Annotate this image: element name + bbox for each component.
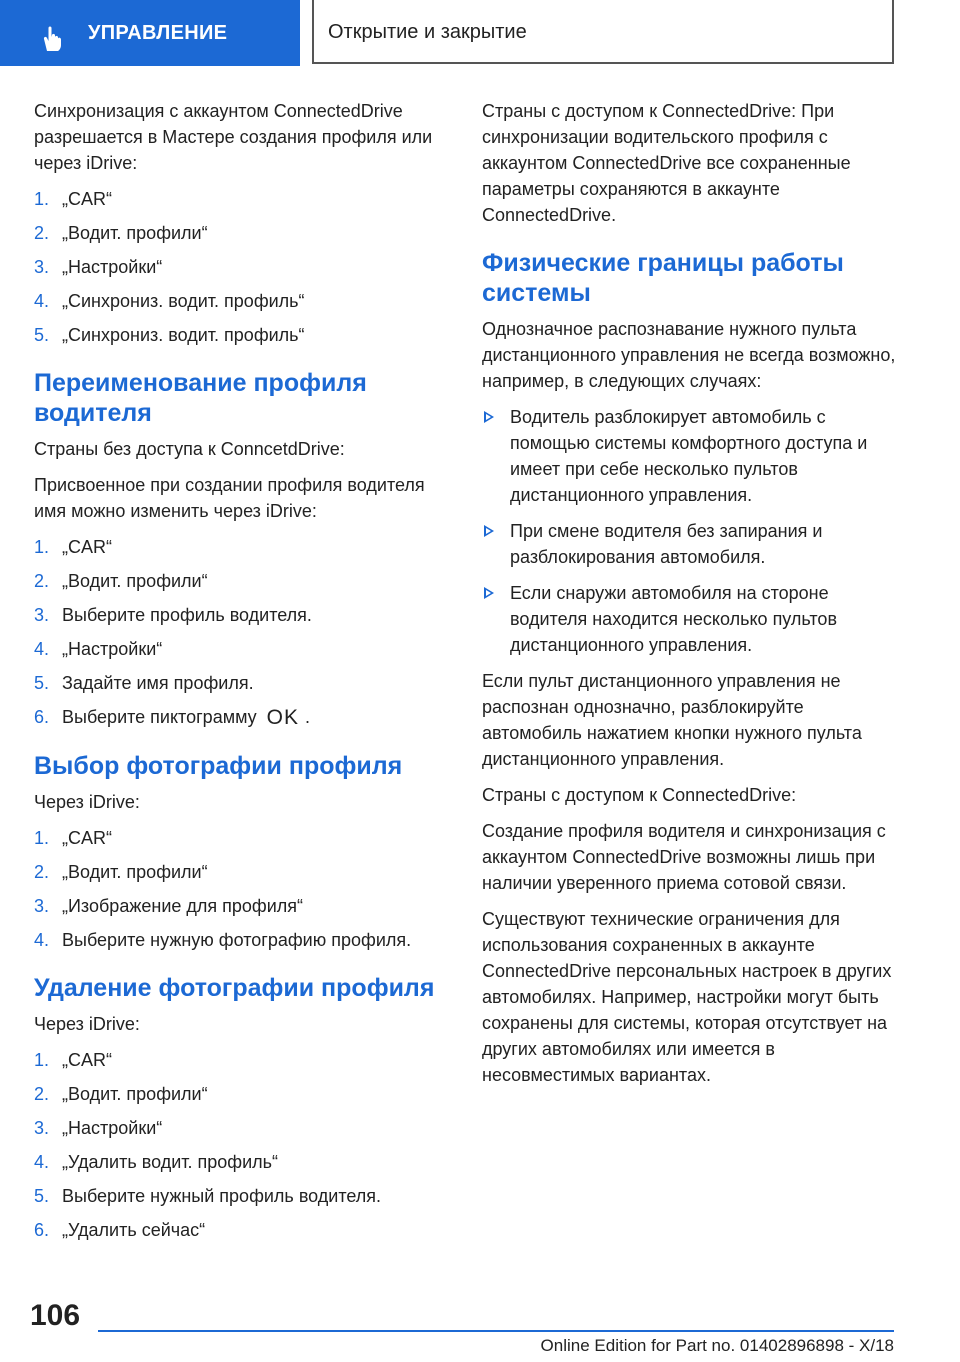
delete-heading: Удаление фотографии профиля: [34, 974, 435, 1002]
step-text: „Синхрониз. водит. профиль“: [62, 325, 305, 345]
left-column: [34, 98, 444, 1251]
step-number: 2.: [34, 862, 50, 882]
triangle-bullet-icon: [484, 587, 494, 599]
list-item: [34, 636, 444, 662]
chapter-label: Открытие и закрытие: [328, 21, 527, 43]
step-number: 4.: [34, 291, 50, 311]
step-text: „Водит. профили“: [62, 223, 208, 243]
step-number: 1.: [34, 537, 50, 557]
list-item: [34, 1047, 444, 1073]
list-item: [34, 1081, 444, 1107]
delete-steps-list: [34, 1047, 444, 1243]
unlock-paragraph: Если пульт дистанционного управления не распознан однозначно, разблокируйте автомобиль нажатием кнопки нужного пульта дистанционного управления.: [482, 671, 862, 769]
list-item: [34, 602, 444, 628]
list-item: [34, 254, 444, 280]
step-text: Выберите нужный профиль водителя.: [62, 1186, 382, 1206]
section-label: УПРАВЛЕНИЕ: [88, 22, 228, 44]
chapter-tab[interactable]: [312, 0, 894, 64]
step-text: „Водит. профили“: [62, 571, 208, 591]
rename-countries: Страны без доступа к ConncetdDrive:: [34, 439, 345, 459]
bullet-text: Водитель разблокирует автомобиль с помощью системы комфортного доступа и имеет при себе несколько пультов дистанционного управления.: [510, 407, 868, 505]
page-header: [0, 0, 960, 66]
step-number: 3.: [34, 1118, 50, 1138]
list-item: [34, 322, 444, 348]
edition-text: Online Edition for Part no. 01402896898 - X/18: [540, 1336, 894, 1355]
step-text: „Изображение для профиля“: [62, 896, 304, 916]
triangle-bullet-icon: [484, 411, 494, 423]
step-number: 1.: [34, 828, 50, 848]
technical-limits-paragraph: Существуют технические ограничения для использования сохраненных в аккаунте ConnectedDrive персональных настроек в других автомобилях. Например, настройки могут быть сохранены для системы, которая отсутствует на других автомобилях или имеется в несовместимых вариантах.: [482, 909, 892, 1085]
page-number: 106: [30, 1299, 81, 1332]
step-text: „Водит. профили“: [62, 862, 208, 882]
photo-intro: Через iDrive:: [34, 792, 140, 812]
step-number: 6.: [34, 1220, 50, 1240]
step-number: 3.: [34, 257, 50, 277]
step-number: 2.: [34, 223, 50, 243]
rename-steps-list: [34, 534, 444, 731]
list-item: [34, 568, 444, 594]
sync-countries-paragraph: Страны с доступом к ConnectedDrive: При синхронизации водительского профиля с аккаунтом ConnectedDrive все сохраненные параметры сохраняются в аккаунте ConnectedDrive.: [482, 101, 851, 225]
delete-intro: Через iDrive:: [34, 1014, 140, 1034]
step-number: 5.: [34, 673, 50, 693]
limits-intro: Однозначное распознавание нужного пульта дистанционного управления не всегда возможно, например, в следующих случаях:: [482, 319, 896, 391]
step-text: „CAR“: [62, 828, 112, 848]
step-number: 4.: [34, 930, 50, 950]
page-footer: [0, 1296, 960, 1362]
right-column: [482, 98, 902, 1098]
connected-countries-label: Страны с доступом к ConnectedDrive:: [482, 785, 797, 805]
step-number: 4.: [34, 639, 50, 659]
list-item: [34, 1217, 444, 1243]
footer-divider: [98, 1330, 894, 1332]
list-item: [34, 927, 444, 953]
list-item: [34, 186, 444, 212]
list-item: [34, 1149, 444, 1175]
step-text: Выберите нужную фотографию профиля.: [62, 930, 412, 950]
list-item: [34, 534, 444, 560]
list-item: [34, 220, 444, 246]
triangle-bullet-icon: [484, 525, 494, 537]
step-number: 6.: [34, 707, 50, 727]
list-item: [34, 859, 444, 885]
step-text: „Удалить водит. профиль“: [62, 1152, 279, 1172]
list-item: [482, 404, 902, 508]
limits-heading: Физические границы работы системы: [482, 249, 844, 307]
list-item: [34, 288, 444, 314]
step-text: „CAR“: [62, 537, 112, 557]
list-item: [34, 704, 444, 731]
hand-pointer-icon: [38, 24, 68, 54]
step-text: „Настройки“: [62, 1118, 163, 1138]
step-number: 1.: [34, 1050, 50, 1070]
step-number: 3.: [34, 896, 50, 916]
sync-intro: Синхронизация с аккаунтом ConnectedDrive разрешается в Мастере создания профиля или через iDrive:: [34, 101, 433, 173]
step-text: Выберите пиктограмму: [62, 707, 257, 727]
step-text: Выберите профиль водителя.: [62, 605, 312, 625]
list-item: [34, 1115, 444, 1141]
list-item: [34, 1183, 444, 1209]
step-text: „Водит. профили“: [62, 1084, 208, 1104]
step-number: 2.: [34, 1084, 50, 1104]
sync-steps-list: [34, 186, 444, 348]
step-text: „CAR“: [62, 189, 112, 209]
step-number: 5.: [34, 1186, 50, 1206]
step-text: Задайте имя профиля.: [62, 673, 254, 693]
rename-heading: Переименование профиля водителя: [34, 369, 367, 427]
step-text: „Настройки“: [62, 639, 163, 659]
step-number: 2.: [34, 571, 50, 591]
photo-steps-list: [34, 825, 444, 953]
step-number: 3.: [34, 605, 50, 625]
bullet-text: При смене водителя без запирания и разблокирования автомобиля.: [510, 521, 823, 567]
step-text: „Удалить сейчас“: [62, 1220, 206, 1240]
list-item: [34, 825, 444, 851]
list-item: [482, 580, 902, 658]
list-item: [34, 670, 444, 696]
step-number: 4.: [34, 1152, 50, 1172]
step-suffix: .: [305, 707, 311, 727]
ok-icon: OK: [266, 706, 299, 729]
step-text: „Настройки“: [62, 257, 163, 277]
cellular-paragraph: Создание профиля водителя и синхронизация с аккаунтом ConnectedDrive возможны лишь при наличии уверенного приема сотовой связи.: [482, 821, 886, 893]
bullet-text: Если снаружи автомобиля на стороне водителя находится несколько пультов дистанционного управления.: [510, 583, 838, 655]
step-text: „CAR“: [62, 1050, 112, 1070]
section-tab[interactable]: [0, 0, 300, 66]
limits-bullet-list: [482, 404, 902, 658]
rename-description: Присвоенное при создании профиля водителя имя можно изменить через iDrive:: [34, 475, 425, 521]
step-text: „Синхрониз. водит. профиль“: [62, 291, 305, 311]
list-item: [34, 893, 444, 919]
step-number: 5.: [34, 325, 50, 345]
step-number: 1.: [34, 189, 50, 209]
photo-heading: Выбор фотографии профиля: [34, 752, 403, 780]
list-item: [482, 518, 902, 570]
